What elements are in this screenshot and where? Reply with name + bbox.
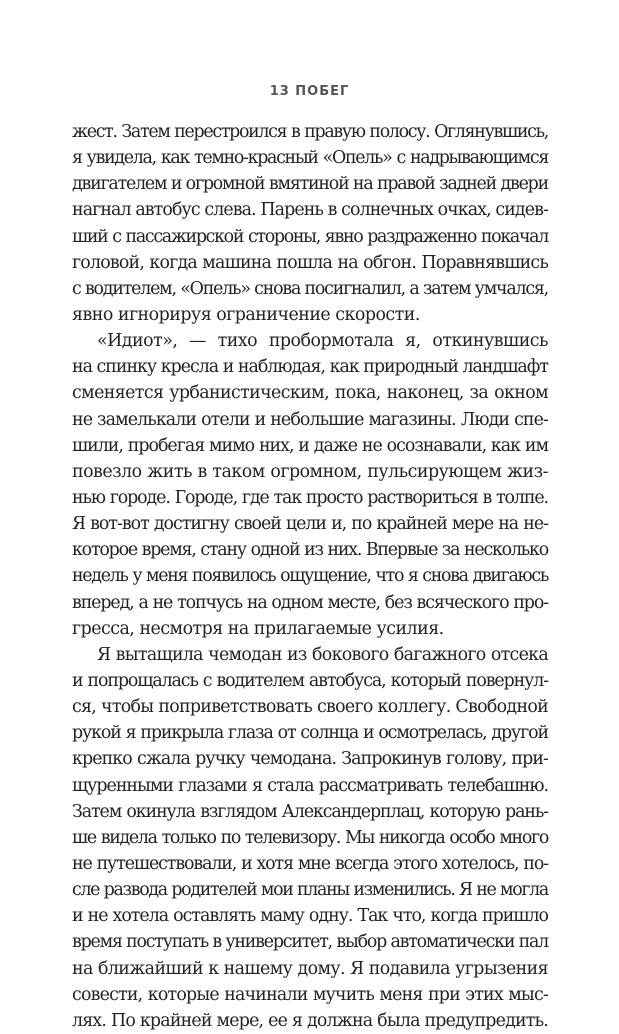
text-line: не путешествовали, и хотя мне всегда этого хотелось, по- <box>72 853 548 874</box>
text-line: я увидела, как темно-красный «Опель» с надрывающимся <box>72 148 548 169</box>
running-head: 13 ПОБЕГ <box>269 84 350 99</box>
text-line: крепко сжала ручку чемодана. Запрокинув голову, при- <box>72 749 548 770</box>
body-text <box>72 119 548 1034</box>
text-line: щуренными глазами я стала рассматривать телебашню. <box>72 775 548 796</box>
text-line: сменяется урбанистическим, пока, наконец, за окном <box>72 383 548 404</box>
text-line: нью городе. Городе, где так просто раствориться в толпе. <box>72 487 548 508</box>
text-line: явно игнорируя ограничение скорости. <box>72 304 420 325</box>
text-line: и попрощалась с водителем автобуса, который повернул- <box>72 670 548 691</box>
text-line: сле развода родителей мои планы изменились. Я не могла <box>72 880 548 901</box>
text-line: время поступать в университет, выбор автоматически пал <box>72 932 548 953</box>
text-line: жест. Затем перестроился в правую полосу. Оглянувшись, <box>72 122 548 142</box>
text-line: с водителем, «Опель» снова посигналил, а затем умчался, <box>72 278 548 299</box>
text-line: не замелькали отели и небольшие магазины. Люди спе- <box>72 409 548 430</box>
paragraph-first-line: «Идиот», — тихо пробормотала я, откинувшись <box>97 331 548 352</box>
text-line: головой, когда машина пошла на обгон. Поравнявшись <box>72 252 548 273</box>
text-line: на спинку кресла и наблюдая, как природный ландшафт <box>72 357 548 378</box>
text-line: нагнал автобус слева. Парень в солнечных очках, сидев- <box>72 200 548 221</box>
text-line: Затем окинула взглядом Александерплац, которую рань- <box>72 801 548 822</box>
text-line: шили, пробегая мимо них, и даже не осознавали, как им <box>72 435 548 456</box>
text-line: совести, которые начинали мучить меня при этих мыс- <box>72 984 548 1005</box>
text-line: и не хотела оставлять маму одну. Так что, когда пришло <box>72 906 548 927</box>
text-line: Я вот-вот достигну своей цели и, по крайней мере на не- <box>72 514 548 535</box>
paragraph-first-line: Я вытащила чемодан из бокового багажного отсека <box>97 644 548 665</box>
text-line: повезло жить в таком огромном, пульсирующем жиз- <box>72 461 548 482</box>
text-line: вперед, а не топчусь на одном месте, без всяческого про- <box>72 592 548 613</box>
text-line: на ближайший к нашему дому. Я подавила угрызения <box>72 958 548 979</box>
text-line: которое время, стану одной из них. Впервые за несколько <box>72 540 548 561</box>
text-line: ший с пассажирской стороны, явно раздраженно покачал <box>72 226 548 247</box>
text-line: ся, чтобы поприветствовать своего коллегу. Свободной <box>72 697 548 718</box>
text-line: рукой я прикрыла глаза от солнца и осмотрелась, другой <box>72 723 548 744</box>
text-line: недель у меня появилось ощущение, что я снова двигаюсь <box>72 566 548 587</box>
text-line: двигателем и огромной вмятиной на правой задней двери <box>72 174 548 195</box>
text-line: гресса, несмотря на прилагаемые усилия. <box>72 618 444 639</box>
text-line: лях. По крайней мере, ее я должна была предупредить. <box>72 1010 548 1031</box>
text-line: ше видела только по телевизору. Мы никогда особо много <box>72 827 548 848</box>
